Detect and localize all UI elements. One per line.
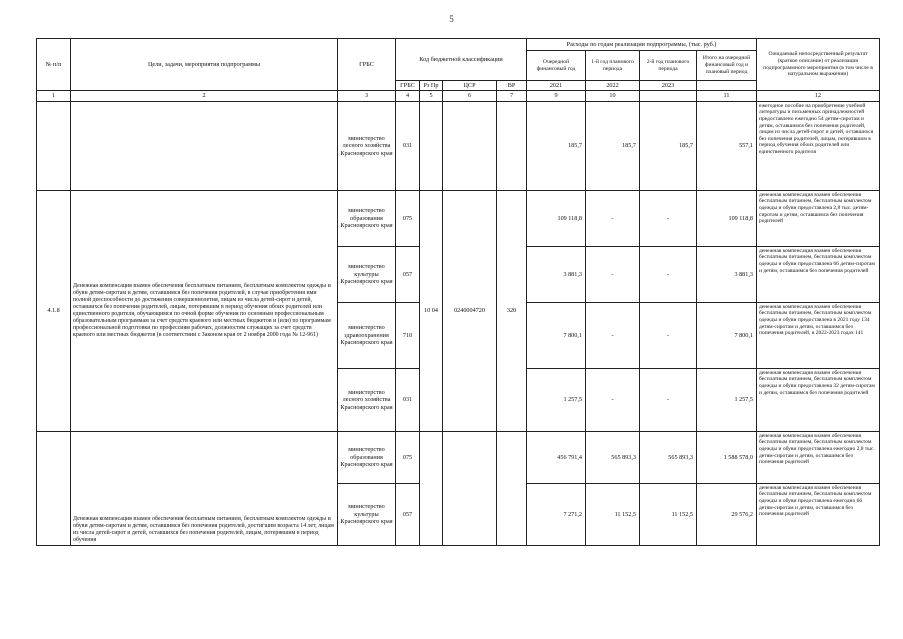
- header-code-grbs: ГРБС: [396, 81, 420, 91]
- value-total: 109 118,8: [697, 190, 757, 246]
- value-total: 7 800,1: [697, 302, 757, 368]
- value-2022: -: [586, 246, 640, 302]
- item-number: 4.1.8: [37, 190, 71, 431]
- value-2023: 185,7: [640, 101, 697, 190]
- grbs-name: министерство культуры Красноярского края: [338, 483, 396, 545]
- grbs-code: 031: [396, 101, 420, 190]
- value-2022: -: [586, 302, 640, 368]
- table-row: [37, 431, 880, 483]
- grbs-name: министерство образования Красноярского края: [338, 190, 396, 246]
- value-2023: -: [640, 302, 697, 368]
- colnum-11: 11: [697, 91, 757, 101]
- colnum-6: 6: [443, 91, 497, 101]
- result-text: денежная компенсация взамен обеспечения бесплатным питанием, бесплатным комплектом одежды и обуви предоставлена ежегодно 2,8 тыс. детям-сиротам и детям, оставшимся без попечения родителей: [757, 431, 880, 483]
- header-expenses-group: Расходы по годам реализации подпрограммы, (тыс. руб.): [527, 39, 757, 51]
- header-year-total-blank: [697, 81, 757, 91]
- column-number-row: [37, 91, 880, 101]
- header-year1: 2022: [586, 81, 640, 91]
- header-code-vr: ВР: [497, 81, 527, 91]
- result-text: денежная компенсация взамен обеспечения бесплатным питанием, бесплатным комплектом одежды и обуви предоставлена ежегодно 66 детям-сиротам и детям, оставшимся без попечения родителей: [757, 483, 880, 545]
- csr-code: 0240004720: [443, 190, 497, 431]
- grbs-code: 057: [396, 246, 420, 302]
- value-2023: 565 893,3: [640, 431, 697, 483]
- value-2022: 565 893,3: [586, 431, 640, 483]
- value-2021: 7 271,2: [527, 483, 586, 545]
- value-2022: -: [586, 368, 640, 431]
- item-goal: Денежная компенсация взамен обеспечения бесплатным питанием, бесплатным комплектом одежды и обуви детям-сиротам и детям, оставшимся без попечения родителей, достигшим возраста 14 лет, лицам из числа детей-сирот и детей, оставшихся без попечения родителей, лицам, потерявшим в период обучения: [71, 431, 338, 545]
- grbs-code: 710: [396, 302, 420, 368]
- grbs-name: министерство образования Красноярского края: [338, 431, 396, 483]
- value-total: 557,1: [697, 101, 757, 190]
- header-exp-year1: 1-й год планового периода: [586, 51, 640, 81]
- grbs-code: 031: [396, 368, 420, 431]
- page-number: 5: [449, 14, 454, 24]
- value-2023: -: [640, 190, 697, 246]
- result-text: ежегодное пособие на приобретение учебной литературы и письменных принадлежностей предоставлено ежегодно 54 детям-сиротам и детям, оставшимся без попечения родителей, лицам из числа детей-сирот и детей, оставшихся без попечения родителей, лицам, потерявшим в период обучения обоих родителей или единственного родителя: [757, 101, 880, 190]
- value-2021: 109 118,8: [527, 190, 586, 246]
- header-grbs: ГРБС: [338, 39, 396, 91]
- value-2021: 185,7: [527, 101, 586, 190]
- header-goal: Цели, задачи, мероприятия подпрограммы: [71, 39, 338, 91]
- colnum-5: 5: [420, 91, 443, 101]
- header-code-group: Код бюджетной классификации: [396, 39, 527, 81]
- value-2021: 3 881,3: [527, 246, 586, 302]
- item-goal: Денежная компенсация взамен обеспечения бесплатным питанием, бесплатным комплектом одежды и обуви детям-сиротам и детям, оставшимся без попечения родителей, в случае приобретения ими полной дееспособности до достижения совершеннолетия, лицам из числа детей-сирот и детей, оставшихся без попечения родителей, лицам, потерявшим в период обучения обоих родителей или единственного родителя, обучающимся по очной форме обучения по основным профессиональным образовательным программам за счет средств краевого или местных бюджетов и (или) по программам профессиональной подготовки по профессиям рабочих, должностям служащих за счет средств краевого или местных бюджетов (в соответствии с Законом края от 2 ноября 2000 года № 12-961): [71, 190, 338, 431]
- colnum-9: 9: [527, 91, 586, 101]
- table-row: [37, 190, 880, 246]
- result-text: денежная компенсация взамен обеспечения бесплатным питанием, бесплатным комплектом одежды и обуви предоставлена 66 детям-сиротам и детям, оставшимся без попечения родителей: [757, 246, 880, 302]
- grbs-name: министерство здравоохранения Красноярского края: [338, 302, 396, 368]
- value-2021: 1 257,5: [527, 368, 586, 431]
- table-row: [37, 101, 880, 190]
- value-2022: 185,7: [586, 101, 640, 190]
- header-exp-total: Итого на очередной финансовый год и плановый период: [697, 51, 757, 81]
- value-2022: 11 152,5: [586, 483, 640, 545]
- header-num: № п/п: [37, 39, 71, 91]
- header-year-current: 2021: [527, 81, 586, 91]
- colnum-1: 1: [37, 91, 71, 101]
- colnum-7: 7: [497, 91, 527, 101]
- grbs-code: 057: [396, 483, 420, 545]
- header-code-csr: ЦСР: [443, 81, 497, 91]
- value-2022: -: [586, 190, 640, 246]
- header-code-rzpr: Рз Пр: [420, 81, 443, 91]
- value-2023: -: [640, 246, 697, 302]
- header-exp-year2: 2-й год планового периода: [640, 51, 697, 81]
- header-result: Ожидаемый непосредственный результат (краткое описание) от реализации подпрограммного мероприятия (в том числе в натуральном выражении): [757, 39, 880, 91]
- grbs-name: министерство лесного хозяйства Красноярского края: [338, 368, 396, 431]
- colnum-12: 12: [757, 91, 880, 101]
- grbs-name: министерство лесного хозяйства Красноярского края: [338, 101, 396, 190]
- value-total: 1 257,5: [697, 368, 757, 431]
- budget-table: [36, 38, 880, 546]
- header-row-1: [37, 39, 880, 51]
- value-total: 29 576,2: [697, 483, 757, 545]
- colnum-4: 4: [396, 91, 420, 101]
- colnum-blank: [640, 91, 697, 101]
- vr-code: 320: [497, 190, 527, 431]
- colnum-2: 2: [71, 91, 338, 101]
- grbs-code: 075: [396, 190, 420, 246]
- result-text: денежная компенсация взамен обеспечения бесплатным питанием, бесплатным комплектом одежды и обуви предоставлена в 2021 году 134 детям-сиротам и детям, оставшимся без попечения родителей, в 2022-2023 годах 141: [757, 302, 880, 368]
- value-2023: -: [640, 368, 697, 431]
- result-text: денежная компенсация взамен обеспечения бесплатным питанием, бесплатным комплектом одежды и обуви предоставлена 32 детям-сиротам и детям, оставшимся без попечения родителей: [757, 368, 880, 431]
- header-year2: 2023: [640, 81, 697, 91]
- value-2021: 456 791,4: [527, 431, 586, 483]
- value-2023: 11 152,5: [640, 483, 697, 545]
- colnum-3: 3: [338, 91, 396, 101]
- rzpr-code: 10 04: [420, 190, 443, 431]
- value-total: 3 881,3: [697, 246, 757, 302]
- colnum-10: 10: [586, 91, 640, 101]
- result-text: денежная компенсация взамен обеспечения бесплатным питанием, бесплатным комплектом одежды и обуви предоставлена 2,8 тыс. детям-сиротам и детям, оставшимся без попечения родителей: [757, 190, 880, 246]
- value-total: 1 588 578,0: [697, 431, 757, 483]
- grbs-code: 075: [396, 431, 420, 483]
- header-exp-current: Очередной финансовый год: [527, 51, 586, 81]
- value-2021: 7 800,1: [527, 302, 586, 368]
- grbs-name: министерство культуры Красноярского края: [338, 246, 396, 302]
